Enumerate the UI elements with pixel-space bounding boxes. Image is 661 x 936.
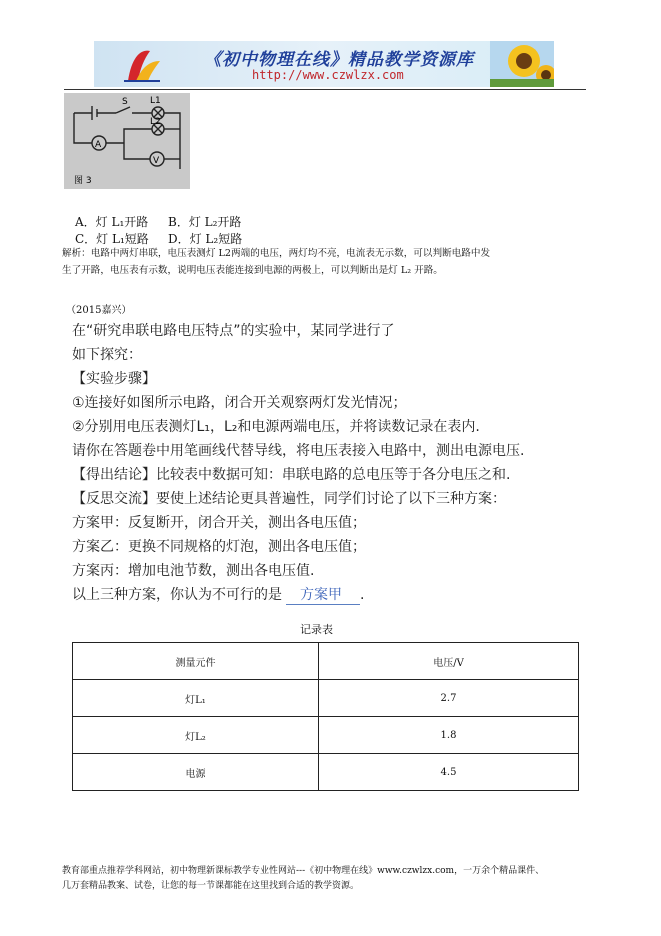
banner-url: http://www.czwlzx.com: [252, 68, 404, 82]
analysis-line-1: 解析：电路中两灯串联，电压表测灯 L2两端的电压，两灯均不亮，电流表无示数，可以判断电路中发: [62, 248, 491, 259]
conclusion-line: 【得出结论】比较表中数据可知：串联电路的总电压等于各分电压之和.: [72, 467, 511, 483]
footer-line-1: 教育部重点推荐学科网站，初中物理新课标教学专业性网站---《初中物理在线》www.czwlzx.com，一万余个精品课件、: [62, 866, 545, 876]
table-cell: 4.5: [319, 754, 579, 791]
answer-line: [72, 584, 364, 605]
question-line: 请你在答题卷中用笔画线代替导线，将电压表接入电路中，测出电源电压.: [72, 443, 525, 459]
circuit-figure: [64, 93, 190, 189]
option-a: A．灯 L₁开路: [75, 215, 149, 229]
answer-blank: 方案甲: [286, 584, 360, 605]
plan-a-line: 方案甲：反复断开，闭合开关，测出各电压值；: [72, 515, 366, 531]
table-header-cell: 电压/V: [319, 643, 579, 680]
reflection-line: 【反思交流】要使上述结论更具普遍性，同学们讨论了以下三种方案：: [72, 491, 506, 507]
table-row: [73, 754, 579, 791]
sunflower-image: [490, 41, 554, 87]
table-row: [73, 717, 579, 754]
circuit-diagram: [64, 93, 190, 189]
table-row: [73, 680, 579, 717]
table-cell: 灯L₁: [73, 680, 319, 717]
section-heading-steps: 【实验步骤】: [72, 371, 156, 387]
question-line: 如下探究：: [72, 347, 142, 363]
answer-prompt: 以上三种方案，你认为不可行的是: [72, 587, 282, 603]
question-source: （2015嘉兴）: [66, 305, 132, 316]
lamp1-label: L1: [150, 96, 161, 106]
question-line: ②分别用电压表测灯L₁，L₂和电源两端电压，并将读数记录在表内.: [72, 419, 480, 435]
table-title: 记录表: [300, 623, 333, 636]
site-logo: [120, 45, 162, 85]
analysis-line-2: 生了开路，电压表有示数，说明电压表能连接到电源的两极上，可以判断出是灯 L₂ 开路。: [62, 265, 443, 276]
answer-period: .: [360, 587, 365, 603]
question-line: ①连接好如图所示电路，闭合开关观察两灯发光情况；: [72, 395, 407, 411]
table-header-cell: 测量元件: [73, 643, 319, 680]
footer-line-2: 几万套精品教案、试卷，让您的每一节课都能在这里找到合适的教学资源。: [62, 881, 360, 891]
banner-title: 《初中物理在线》精品教学资源库: [204, 50, 474, 70]
switch-label: S: [122, 97, 128, 107]
option-c: C．灯 L₁短路: [75, 232, 149, 246]
option-b: B．灯 L₂开路: [168, 215, 242, 229]
table-cell: 灯L₂: [73, 717, 319, 754]
record-table: [72, 642, 579, 791]
header-divider: [64, 89, 586, 90]
header-banner: [94, 41, 554, 87]
lamp2-label: L2: [150, 117, 161, 127]
figure-caption: 图 3: [74, 176, 92, 186]
plan-b-line: 方案乙：更换不同规格的灯泡，测出各电压值；: [72, 539, 366, 555]
option-d: D．灯 L₂短路: [168, 232, 243, 246]
table-cell: 1.8: [319, 717, 579, 754]
plan-c-line: 方案丙：增加电池节数，测出各电压值.: [72, 563, 315, 579]
question-line: 在“研究串联电路电压特点”的实验中，某同学进行了: [72, 323, 395, 339]
table-cell: 2.7: [319, 680, 579, 717]
table-cell: 电源: [73, 754, 319, 791]
voltmeter-label: V: [153, 156, 160, 166]
ammeter-label: A: [95, 140, 102, 150]
table-header-row: [73, 643, 579, 680]
